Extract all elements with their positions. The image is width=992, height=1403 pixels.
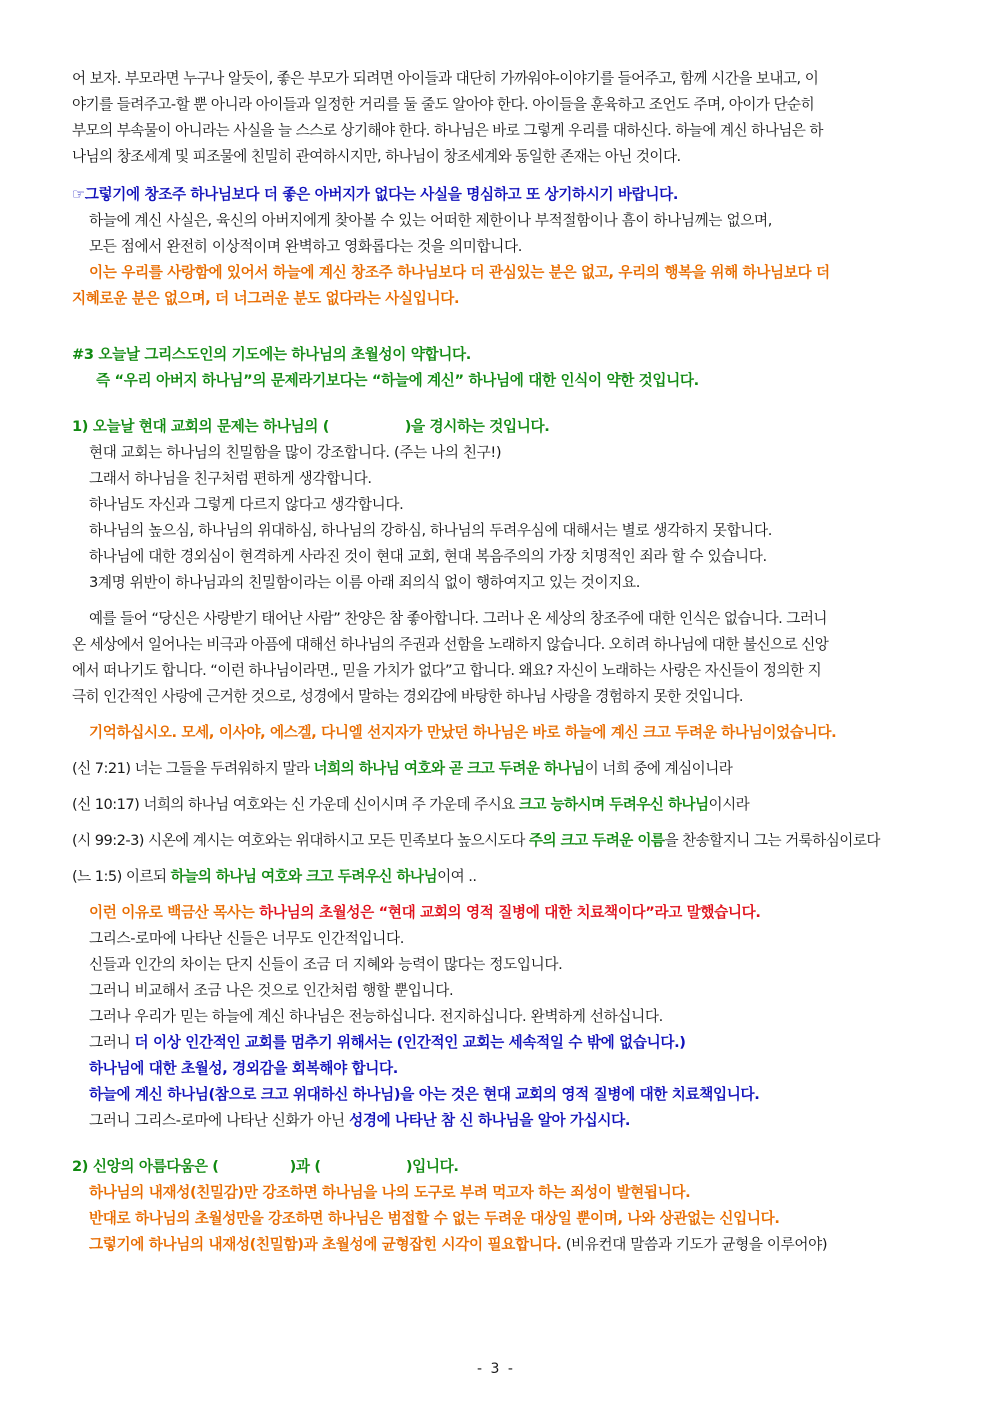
- spacer: [72, 710, 950, 720]
- remember-line: 기억하십시오. 모세, 이사야, 에스겔, 다니엘 선지자가 만났던 하나님은 바로 하늘에 계신 크고 두려운 하나님이었습니다.: [89, 724, 837, 741]
- spacer: [72, 854, 950, 864]
- example-line-1: 예를 들어 “당신은 사랑받기 태어난 사람” 찬양은 참 좋아합니다. 그러나 온 세상의 창조주에 대한 인식은 없습니다. 그러니: [89, 610, 827, 627]
- verse-line: [72, 792, 950, 818]
- verse-highlight: 주의 크고 두려운 이름: [528, 832, 665, 849]
- point-1-line-1: 현대 교회는 하나님의 친밀함을 많이 강조합니다. (주는 나의 친구!): [89, 444, 502, 461]
- reason-lead: 이런 이유로 백금산 목사는: [89, 904, 260, 921]
- point-2-line-2: 반대로 하나님의 초월성만을 강조하면 하나님은 범접할 수 없는 두려운 대상일 뿐이며, 나와 상관없는 신입니다.: [89, 1210, 780, 1227]
- exhortation-orange-line-1: 이는 우리를 사랑함에 있어서 하늘에 계신 창조주 하나님보다 더 관심있는 분은 없고, 우리의 행복을 위해 하나님보다 더: [89, 264, 830, 281]
- reason-line-8-emphasis: 성경에 나타난 참 신 하나님을 알아 가십시다.: [349, 1112, 631, 1129]
- verse-text: 이 너희 중에 계심이니라: [584, 760, 733, 777]
- verse-text: (시 99:2-3) 시온에 계시는 여호와는 위대하시고 모든 민족보다 높으시도다: [72, 832, 529, 849]
- point-1-line-3: 하나님도 자신과 그렇게 다르지 않다고 생각합니다.: [89, 496, 404, 513]
- verse-line: [72, 756, 950, 782]
- verse-text: (신 10:17) 너희의 하나님 여호와는 신 가운데 신이시며 주 가운데 주시요: [72, 796, 519, 813]
- verse-highlight: 크고 능하시며 두려우신 하나님: [518, 796, 709, 813]
- spacer: [72, 596, 950, 606]
- reason-line-5-emphasis: 더 이상 인간적인 교회를 멈추기 위해서는 (인간적인 교회는 세속적일 수 밖에 없습니다.): [134, 1034, 686, 1051]
- spacer: [72, 782, 950, 792]
- verse-text: 이여 ..: [437, 868, 477, 885]
- document-page: [72, 66, 950, 1258]
- spacer: [72, 312, 950, 342]
- spacer: [72, 170, 950, 182]
- spacer: [72, 890, 950, 900]
- exhortation-line-1: 하늘에 계신 사실은, 육신의 아버지에게 찾아볼 수 있는 어떠한 제한이나 부적절함이나 흠이 하나님께는 없으며,: [89, 212, 772, 229]
- verse-text: 을 찬송할지니 그는 거룩하심이로다: [664, 832, 880, 849]
- reason-line-5-lead: 그러니: [89, 1034, 135, 1051]
- verse-highlight: 너희의 하나님 여호와 곧 크고 두려운 하나님: [313, 760, 585, 777]
- example-line-4: 극히 인간적인 사랑에 근거한 것으로, 성경에서 말하는 경외감에 바탕한 하나님 사랑을 경험하지 못한 것입니다.: [72, 688, 743, 705]
- reason-line-7: 하늘에 계신 하나님(참으로 크고 위대하신 하나님)을 아는 것은 현대 교회의 영적 질병에 대한 치료책입니다.: [89, 1086, 760, 1103]
- example-line-2: 온 세상에서 일어나는 비극과 아픔에 대해선 하나님의 주권과 선함을 노래하지 않습니다. 오히려 하나님에 대한 불신으로 신앙: [72, 636, 829, 653]
- intro-line-4: 나님의 창조세계 및 피조물에 친밀히 관여하시지만, 하나님이 창조세계와 동일한 존재는 아닌 것이다.: [72, 148, 681, 165]
- point-2-line-3-text: 그렇기에 하나님의 내재성(친밀함)과 초월성에 균형잡힌 시각이 필요합니다.: [89, 1236, 562, 1253]
- point-2-heading: 2) 신앙의 아름다움은 ( )과 ( )입니다.: [72, 1158, 459, 1175]
- reason-line-5: [72, 1030, 950, 1056]
- exhortation-title: ☞그렇기에 창조주 하나님보다 더 좋은 아버지가 없다는 사실을 명심하고 또 상기하시기 바랍니다.: [72, 186, 679, 203]
- point-1-line-6: 3계명 위반이 하나님과의 친밀함이라는 이름 아래 죄의식 없이 행하여지고 있는 것이지요.: [89, 574, 641, 591]
- reason-line-3: 그러니 비교해서 조금 나은 것으로 인간처럼 행할 뿐입니다.: [89, 982, 454, 999]
- example-line-3: 에서 떠나기도 합니다. “이런 하나님이라면., 믿을 가치가 없다”고 합니다. 왜요? 자신이 노래하는 사랑은 자신들이 정의한 지: [72, 662, 822, 679]
- page-number: - 3 -: [477, 1361, 515, 1377]
- reason-line: [72, 900, 950, 926]
- section-3-title: #3 오늘날 그리스도인의 기도에는 하나님의 초월성이 약합니다.: [72, 346, 471, 363]
- spacer: [72, 1134, 950, 1154]
- verse-line: [72, 864, 950, 890]
- point-1-line-2: 그래서 하나님을 친구처럼 편하게 생각합니다.: [89, 470, 372, 487]
- intro-line-1: 어 보자. 부모라면 누구나 알듯이, 좋은 부모가 되려면 아이들과 대단히 가까워야-이야기를 들어주고, 함께 시간을 보내고, 이: [72, 70, 819, 87]
- verse-text: (신 7:21) 너는 그들을 두려워하지 말라: [72, 760, 314, 777]
- point-1-line-5: 하나님에 대한 경외심이 현격하게 사라진 것이 현대 교회, 현대 복음주의의 가장 치명적인 죄라 할 수 있습니다.: [89, 548, 767, 565]
- verse-highlight: 하늘의 하나님 여호와 크고 두려우신 하나님: [170, 868, 438, 885]
- reason-line-8-lead: 그러니 그리스-로마에 나타난 신화가 아닌: [89, 1112, 350, 1129]
- intro-line-3: 부모의 부속물이 아니라는 사실을 늘 스스로 상기해야 한다. 하나님은 바로 그렇게 우리를 대하신다. 하늘에 계신 하나님은 하: [72, 122, 823, 139]
- reason-line-1: 그리스-로마에 나타난 신들은 너무도 인간적입니다.: [89, 930, 405, 947]
- reason-line-6: 하나님에 대한 초월성, 경외감을 회복해야 합니다.: [89, 1060, 398, 1077]
- spacer: [72, 818, 950, 828]
- point-2-line-3-note: (비유컨대 말씀과 기도가 균형을 이루어야): [561, 1236, 828, 1253]
- exhortation-line-2: 모든 점에서 완전히 이상적이며 완벽하고 영화롭다는 것을 의미합니다.: [89, 238, 522, 255]
- spacer: [72, 746, 950, 756]
- verse-text: (느 1:5) 이르되: [72, 868, 171, 885]
- reason-line-8: [72, 1108, 950, 1134]
- point-2-line-1: 하나님의 내재성(친밀감)만 강조하면 하나님을 나의 도구로 부려 먹고자 하는 죄성이 발현됩니다.: [89, 1184, 691, 1201]
- verse-text: 이시라: [708, 796, 750, 813]
- point-1-heading: 1) 오늘날 현대 교회의 문제는 하나님의 ( )을 경시하는 것입니다.: [72, 418, 550, 435]
- reason-line-4: 그러나 우리가 믿는 하늘에 계신 하나님은 전능하십니다. 전지하십니다. 완벽하게 선하십니다.: [89, 1008, 663, 1025]
- point-1-line-4: 하나님의 높으심, 하나님의 위대하심, 하나님의 강하심, 하나님의 두려우심에 대해서는 별로 생각하지 못합니다.: [89, 522, 772, 539]
- point-2-line-3: [72, 1232, 950, 1258]
- exhortation-orange-line-2: 지혜로운 분은 없으며, 더 너그러운 분도 없다라는 사실입니다.: [72, 290, 460, 307]
- section-3-subtitle: 즉 “우리 아버지 하나님”의 문제라기보다는 “하늘에 계신” 하나님에 대한 인식이 약한 것입니다.: [96, 372, 699, 389]
- intro-line-2: 야기를 들려주고-할 뿐 아니라 아이들과 일정한 거리를 둘 줄도 알아야 한다. 아이들을 훈육하고 조언도 주며, 아이가 단순히: [72, 96, 815, 113]
- spacer: [72, 394, 950, 414]
- verse-line: [72, 828, 950, 854]
- reason-line-2: 신들과 인간의 차이는 단지 신들이 조금 더 지혜와 능력이 많다는 정도입니다.: [89, 956, 563, 973]
- reason-quote: 하나님의 초월성은 “현대 교회의 영적 질병에 대한 치료책이다”라고 말했습니다.: [259, 904, 761, 921]
